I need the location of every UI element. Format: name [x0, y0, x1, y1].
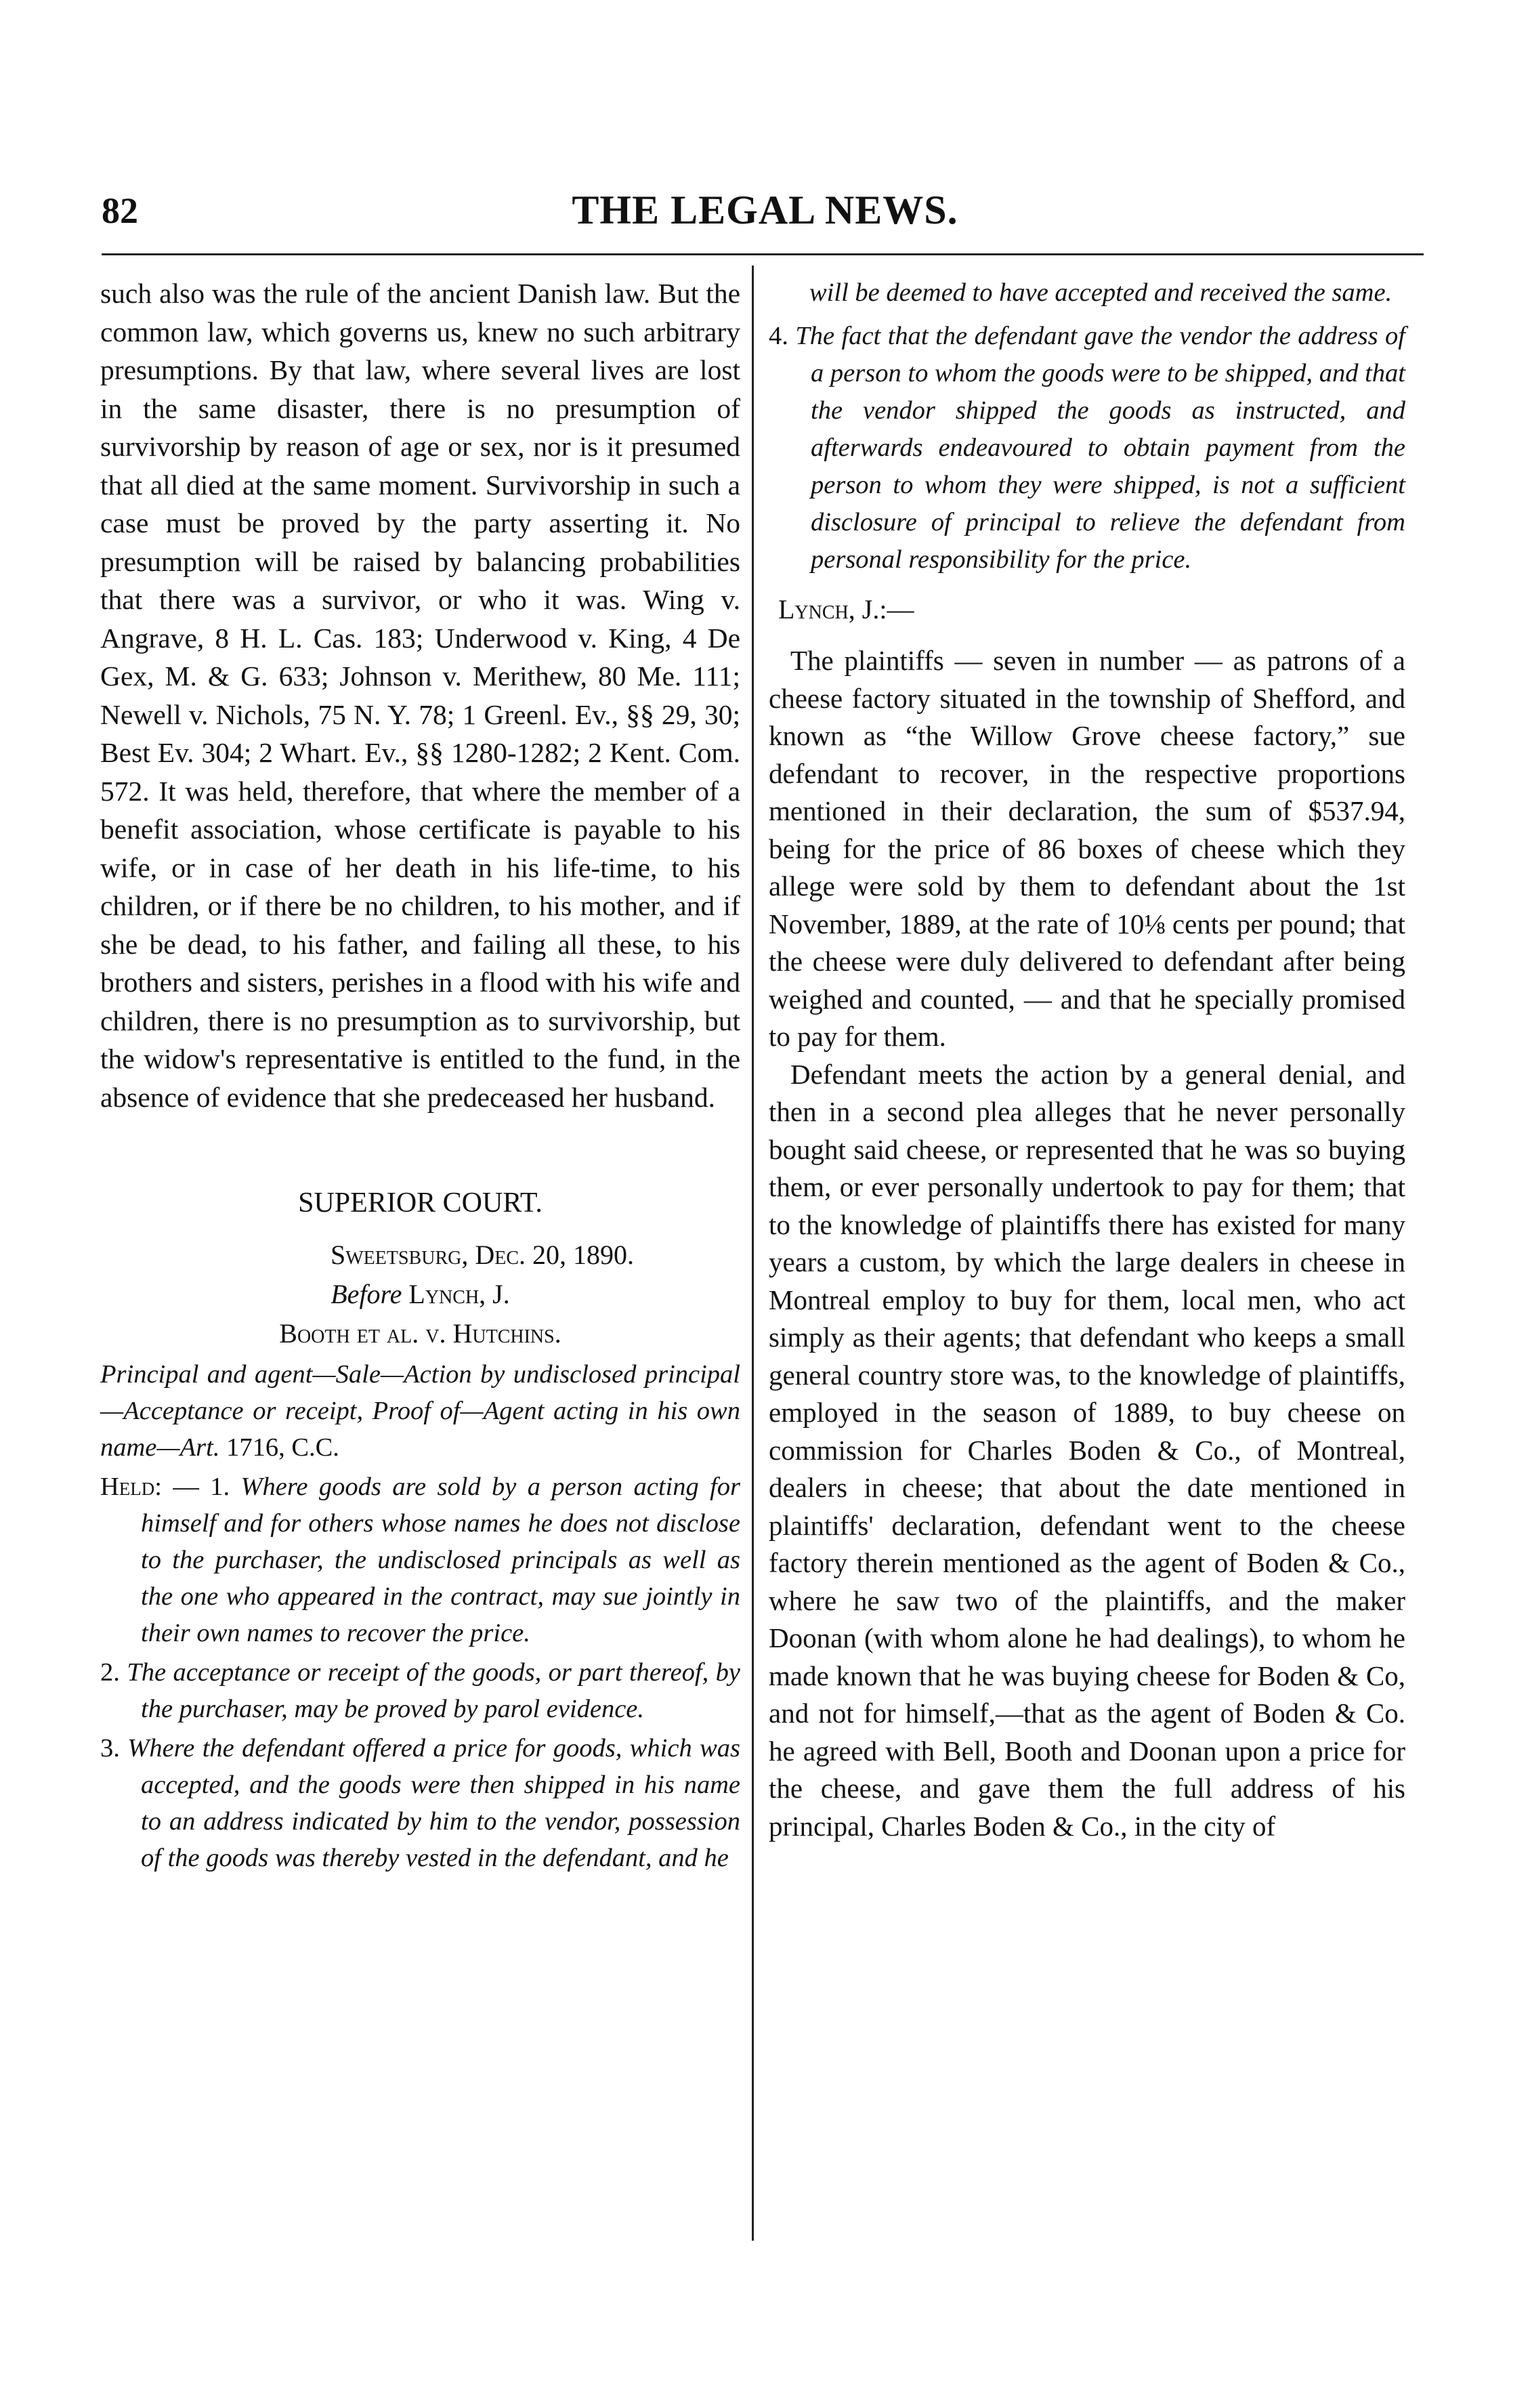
held-label: Held: — 1.: [100, 1473, 230, 1501]
held-text-3: Where the defendant offered a price for goods, which was accepted, and the goods were then shipped in his name to an address indicated by him to the vendor, possession of the goods was thereby vested in the defendant, and he: [127, 1734, 741, 1872]
judge-line-caption: [100, 1275, 740, 1314]
syllabus-article: 1716, C.C.: [226, 1433, 339, 1462]
header-rule: [102, 253, 1424, 255]
syllabus: [100, 1356, 740, 1466]
page-number: 82: [102, 190, 138, 231]
held-item-2: [100, 1654, 740, 1727]
case-caption: Booth et al. v. Hutchins.: [279, 1318, 561, 1349]
held-text-1: Where goods are sold by a person acting for himself and for others whose names he does not disclose to the purchaser, the undisclosed principals as well as the one who appeared in the contract, may sue jointly in their own names to recover the price.: [141, 1473, 741, 1647]
syllabus-text: Principal and agent—Sale—Action by undisclosed principal—Acceptance or receipt, Proof of—Agent acting in his own name—Art.: [100, 1360, 740, 1462]
judgment-paragraph-2: Defendant meets the action by a general denial, and then in a second plea alleges that he never personally bought said cheese, or represented that he was so buying them, or ever personally undertook to pay for them; that to the knowledge of plaintiffs there has existed for many years a custom, by which the large dealers in cheese in Montreal employ to buy for them, local men, who act simply as their agents; that defendant who keeps a small general country store was, to the knowledge of plaintiffs, employed in the season of 1889, to buy cheese on commission for Charles Boden & Co., of Montreal, dealers in cheese; that about the date mentioned in plaintiffs' declaration, defendant went to the cheese factory therein mentioned as the agent of Boden & Co., where he saw two of the plaintiffs, and the maker Doonan (with whom alone he had dealings), to whom he made known that he was buying cheese for Boden & Co, and not for himself,—that as the agent of Boden & Co. he agreed with Bell, Booth and Doonan upon a price for the cheese, and gave them the full address of his principal, Charles Boden & Co., in the city of: [769, 1058, 1405, 1842]
held-number-4: 4.: [769, 322, 788, 350]
held-number-2: 2.: [100, 1658, 120, 1687]
court-heading: SUPERIOR COURT.: [298, 1187, 543, 1219]
opening-paragraph: such also was the rule of the ancient Danish law. But the common law, which governs us, knew no such arbitrary presumptions. By that law, where several lives are lost in the same disaster, there is no presumption of survivorship by reason of age or sex, nor is it presumed that all died at the same moment. Survivorship in such a case must be proved by the party asserting it. No presumption will be raised by balancing probabilities that there was a survivor, or who it was. Wing v. Angrave, 8 H. L. Cas. 183; Underwood v. King, 4 De Gex, M. & G. 633; Johnson v. Merithew, 80 Me. 111; Newell v. Nichols, 75 N. Y. 78; 1 Greenl. Ev., §§ 29, 30; Best Ev. 304; 2 Whart. Ev., §§ 1280-1282; 2 Kent. Com. 572. It was held, therefore, that where the member of a benefit association, whose certificate is payable to his wife, or in case of her death in his life-time, to his children, or if there be no children, to his mother, and if she be dead, to his father, and failing all these, to his brothers and sisters, perishes in a flood with his wife and children, there is no presumption as to survivorship, but the widow's representative is entitled to the fund, in the absence of evidence that she predeceased her husband.: [100, 278, 740, 1113]
held-text-4: The fact that the defendant gave the vendor the address of a person to whom the goods were to be shipped, and that the vendor shipped the goods as instructed, and afterwards endeavoured to obtain payment from the person to whom they were shipped, is not a sufficient disclosure of principal to relieve the defendant from personal responsibility for the price.: [795, 322, 1406, 574]
judge-name: Lynch, J.: [408, 1279, 510, 1309]
held-number-3: 3.: [100, 1734, 120, 1762]
judgment-paragraph-1: The plaintiffs — seven in number — as patrons of a cheese factory situated in the township of Shefford, and known as “the Willow Grove cheese factory,” sue defendant to recover, in the respective proportions mentioned in their declaration, the sum of $537.94, being for the price of 86 boxes of cheese which they allege were sold by them to defendant about the 1st November, 1889, at the rate of 10⅛ cents per pound; that the cheese were duly delivered to defendant after being weighed and counted, — and that he specially promised to pay for them.: [769, 645, 1405, 1052]
judge-prefix: Before: [331, 1279, 402, 1309]
right-column: [769, 274, 1405, 1845]
column-divider: [752, 266, 754, 2241]
court-place-date: Sweetsburg, Dec. 20, 1890.: [331, 1240, 635, 1270]
running-title: THE LEGAL NEWS.: [572, 188, 958, 232]
held-text-3-continued: will be deemed to have accepted and received the same.: [809, 278, 1393, 307]
held-text-2: The acceptance or receipt of the goods, or part thereof, by the purchaser, may be proved by parol evidence.: [127, 1658, 740, 1723]
held-item-3: [100, 1730, 740, 1876]
case-header: [100, 1183, 740, 1353]
held-item-1: [100, 1469, 740, 1651]
judgment-author: Lynch, J.:—: [778, 594, 914, 625]
left-column: [100, 274, 740, 1876]
held-item-4: [769, 318, 1405, 578]
